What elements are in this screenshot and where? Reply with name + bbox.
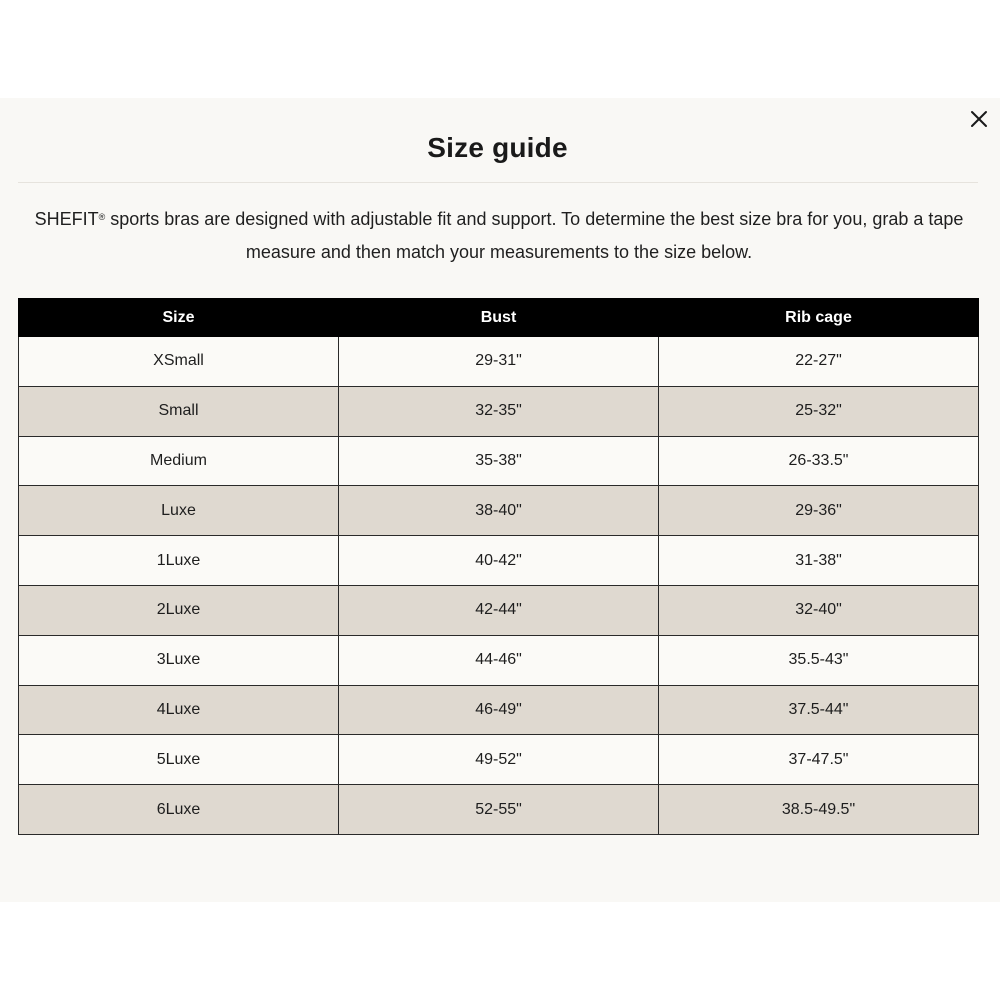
rib-cage-cell: 25-32" xyxy=(659,386,979,436)
table-header-row xyxy=(19,299,979,337)
title-divider xyxy=(18,182,978,183)
registered-mark: ® xyxy=(98,212,106,222)
bust-cell: 46-49" xyxy=(339,685,659,735)
rib-cage-cell: 31-38" xyxy=(659,536,979,586)
bust-cell: 49-52" xyxy=(339,735,659,785)
size-table xyxy=(18,298,979,835)
rib-cage-cell: 29-36" xyxy=(659,486,979,536)
brand-name: SHEFIT xyxy=(34,209,99,229)
header-size: Size xyxy=(19,299,339,337)
table-row xyxy=(19,536,979,586)
table-row xyxy=(19,635,979,685)
size-guide-description xyxy=(18,203,980,269)
bust-cell: 44-46" xyxy=(339,635,659,685)
rib-cage-cell: 37.5-44" xyxy=(659,685,979,735)
description-text: sports bras are designed with adjustable fit and support. To determine the best size bra for you, grab a tape measure and then match your measurements to the size below. xyxy=(105,209,964,262)
rib-cage-cell: 32-40" xyxy=(659,585,979,635)
size-cell: Medium xyxy=(19,436,339,486)
table-row xyxy=(19,486,979,536)
table-row xyxy=(19,386,979,436)
table-row xyxy=(19,436,979,486)
size-cell: 4Luxe xyxy=(19,685,339,735)
rib-cage-cell: 37-47.5" xyxy=(659,735,979,785)
table-row xyxy=(19,785,979,835)
size-cell: 3Luxe xyxy=(19,635,339,685)
table-row xyxy=(19,735,979,785)
size-cell: XSmall xyxy=(19,337,339,387)
bust-cell: 40-42" xyxy=(339,536,659,586)
table-row xyxy=(19,337,979,387)
size-cell: 6Luxe xyxy=(19,785,339,835)
rib-cage-cell: 38.5-49.5" xyxy=(659,785,979,835)
bust-cell: 42-44" xyxy=(339,585,659,635)
header-rib-cage: Rib cage xyxy=(659,299,979,337)
table-row xyxy=(19,685,979,735)
size-cell: Luxe xyxy=(19,486,339,536)
bust-cell: 52-55" xyxy=(339,785,659,835)
size-cell: Small xyxy=(19,386,339,436)
rib-cage-cell: 22-27" xyxy=(659,337,979,387)
size-cell: 2Luxe xyxy=(19,585,339,635)
modal-title: Size guide xyxy=(427,132,568,163)
bust-cell: 32-35" xyxy=(339,386,659,436)
table-row xyxy=(19,585,979,635)
size-cell: 1Luxe xyxy=(19,536,339,586)
header-bust: Bust xyxy=(339,299,659,337)
bust-cell: 38-40" xyxy=(339,486,659,536)
size-cell: 5Luxe xyxy=(19,735,339,785)
rib-cage-cell: 26-33.5" xyxy=(659,436,979,486)
bust-cell: 29-31" xyxy=(339,337,659,387)
close-icon xyxy=(969,109,989,129)
rib-cage-cell: 35.5-43" xyxy=(659,635,979,685)
bust-cell: 35-38" xyxy=(339,436,659,486)
